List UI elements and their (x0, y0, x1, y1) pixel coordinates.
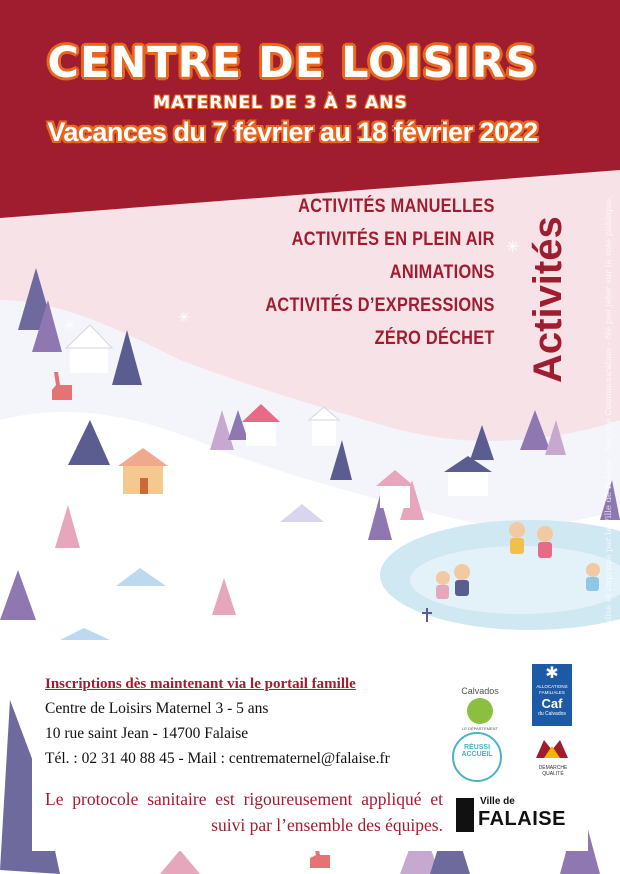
child-2 (537, 526, 553, 542)
activities-side-title: Activités (526, 216, 570, 383)
ville-de-falaise-logo: Ville de FALAISE (456, 796, 580, 836)
caf-logo: ✱ ALLOCATIONS FAMILIALES Caf du Calvados (532, 664, 572, 726)
vacation-dates: Vacances du 7 février au 18 février 2022 (47, 117, 538, 147)
svg-text:✳: ✳ (178, 309, 190, 325)
caf-icon: ✱ (545, 665, 559, 682)
reussi-accueil-logo: RÉUSSI ACCUEIL (452, 732, 502, 782)
church (416, 630, 438, 652)
center-name: Centre de Loisirs Maternel 3 - 5 ans (45, 700, 269, 717)
registration-link[interactable]: Inscriptions dès maintenant via le portail famille (45, 676, 356, 692)
qualite-icon (534, 736, 570, 760)
calvados-logo: Calvados LE DÉPARTEMENT (461, 686, 499, 731)
activity-item: ACTIVITÉS MANUELLES (298, 196, 495, 217)
child-3 (454, 564, 470, 580)
address: 10 rue saint Jean - 14700 Falaise (45, 725, 249, 742)
credit-line: Réalisé et imprimé par la Ville de Falaise - Service Communication - Ne pas jeter sur la voie publique. (604, 195, 614, 636)
activity-item: ACTIVITÉS EN PLEIN AIR (292, 229, 495, 250)
main-title: CENTRE DE LOISIRS (47, 38, 538, 88)
sanitary-protocol: Le protocole sanitaire est rigoureusement appliqué et suivi par l’ensemble des équipes. (45, 789, 443, 835)
falaise-tower-icon (456, 798, 474, 832)
svg-text:✳: ✳ (64, 317, 76, 333)
child-1 (509, 522, 525, 538)
calvados-emblem-icon (467, 698, 493, 724)
contact-line: Tél. : 02 31 40 88 45 - Mail : centrematernel@falaise.fr (45, 750, 390, 767)
svg-text:✳: ✳ (506, 239, 520, 256)
svg-text:✳: ✳ (24, 427, 36, 443)
subtitle: MATERNEL DE 3 À 5 ANS (153, 93, 408, 113)
info-box (32, 656, 588, 851)
activity-list (228, 190, 495, 355)
activity-item: ANIMATIONS (390, 262, 495, 283)
activity-item: ZÉRO DÉCHET (375, 328, 495, 349)
demarche-qualite-logo: DÉMARCHE QUALITÉ (534, 736, 572, 777)
activity-item: ACTIVITÉS D’EXPRESSIONS (265, 295, 495, 316)
